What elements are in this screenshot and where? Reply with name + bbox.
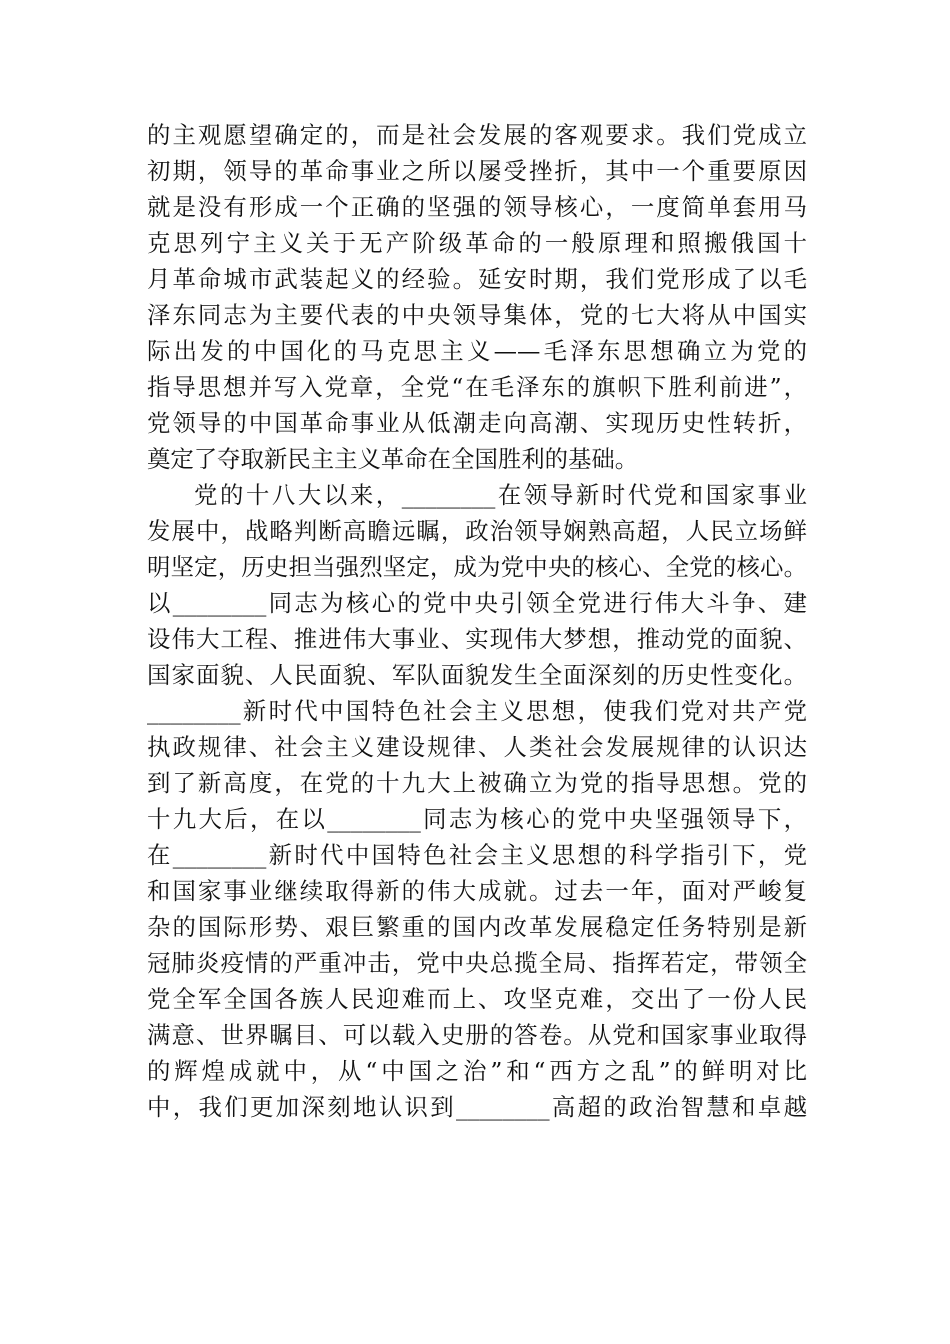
text-line: 和国家事业继续取得新的伟大成就。过去一年，面对严峻复: [147, 877, 807, 905]
text-line: 的主观愿望确定的，而是社会发展的客观要求。我们党成立: [147, 121, 807, 149]
text-line: 以________同志为核心的党中央引领全党进行伟大斗争、建: [147, 589, 807, 617]
text-line: 际出发的中国化的马克思主义——毛泽东思想确立为党的: [147, 337, 807, 365]
text-line: 指导思想并写入党章，全党“在毛泽东的旗帜下胜利前进”，: [147, 373, 807, 401]
text-line: 杂的国际形势、艰巨繁重的国内改革发展稳定任务特别是新: [147, 913, 807, 941]
text-line: 中，我们更加深刻地认识到________高超的政治智慧和卓越: [147, 1093, 807, 1121]
text-line: 就是没有形成一个正确的坚强的领导核心，一度简单套用马: [147, 193, 807, 221]
paragraph-1: [147, 117, 807, 477]
text-line: 发展中，战略判断高瞻远瞩，政治领导娴熟高超，人民立场鲜: [147, 517, 807, 545]
text-line: 到了新高度，在党的十九大上被确立为党的指导思想。党的: [147, 769, 807, 797]
text-line: 党全军全国各族人民迎难而上、攻坚克难，交出了一份人民: [147, 985, 807, 1013]
text-line: 执政规律、社会主义建设规律、人类社会发展规律的认识达: [147, 733, 807, 761]
text-line: 设伟大工程、推进伟大事业、实现伟大梦想，推动党的面貌、: [147, 625, 807, 653]
text-line: 明坚定，历史担当强烈坚定，成为党中央的核心、全党的核心。: [147, 553, 807, 581]
text-line: ________新时代中国特色社会主义思想，使我们党对共产党: [147, 697, 807, 725]
text-line: 奠定了夺取新民主主义革命在全国胜利的基础。: [147, 445, 639, 473]
paragraph-2: [147, 477, 807, 1125]
text-line: 的辉煌成就中，从“中国之治”和“西方之乱”的鲜明对比: [147, 1057, 807, 1085]
document-body: [147, 117, 807, 1125]
text-line: 月革命城市武装起义的经验。延安时期，我们党形成了以毛: [147, 265, 807, 293]
text-line: 满意、世界瞩目、可以载入史册的答卷。从党和国家事业取得: [147, 1021, 807, 1049]
text-line: 克思列宁主义关于无产阶级革命的一般原理和照搬俄国十: [147, 229, 807, 257]
text-line: 国家面貌、人民面貌、军队面貌发生全面深刻的历史性变化。: [147, 661, 807, 689]
text-line: 十九大后，在以________同志为核心的党中央坚强领导下，: [147, 805, 807, 833]
text-line: 冠肺炎疫情的严重冲击，党中央总揽全局、指挥若定，带领全: [147, 949, 807, 977]
text-line: 初期，领导的革命事业之所以屡受挫折，其中一个重要原因: [147, 157, 807, 185]
text-line: 党的十八大以来，________在领导新时代党和国家事业: [194, 481, 807, 509]
text-line: 在________新时代中国特色社会主义思想的科学指引下，党: [147, 841, 807, 869]
text-line: 泽东同志为主要代表的中央领导集体，党的七大将从中国实: [147, 301, 807, 329]
text-line: 党领导的中国革命事业从低潮走向高潮、实现历史性转折，: [147, 409, 807, 437]
